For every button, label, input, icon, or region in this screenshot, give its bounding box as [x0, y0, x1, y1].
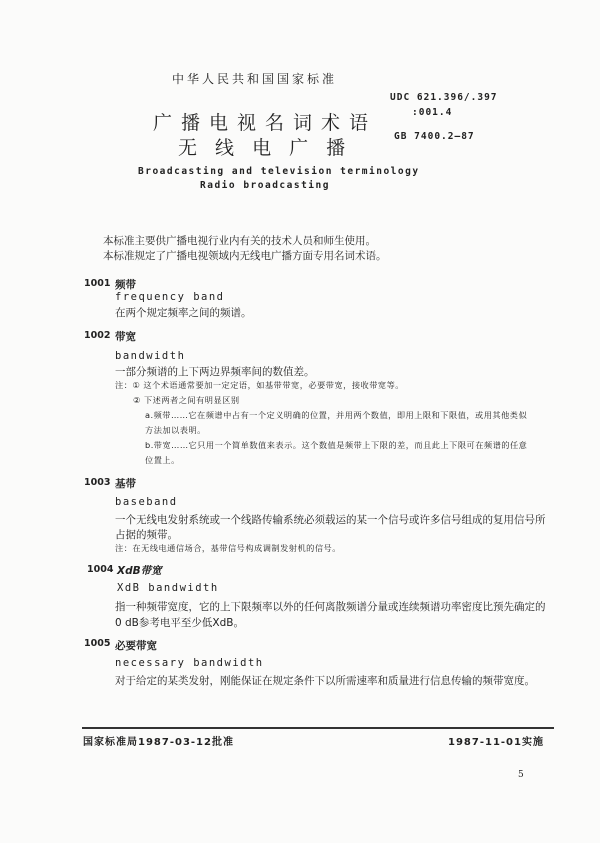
term-definition: 一部分频谱的上下两边界频率间的数值差。 [115, 366, 315, 378]
term-number: 1004 [87, 564, 114, 575]
term-zh: 必要带宽 [115, 640, 157, 652]
term-number: 1003 [84, 477, 111, 488]
term-definition: 在两个规定频率之间的频谱。 [115, 307, 252, 319]
term-en: XdB bandwidth [117, 582, 219, 594]
term-note: 位置上。 [145, 455, 180, 465]
term-note: ② 下述两者之间有明显区别 [133, 395, 240, 405]
term-number: 1002 [84, 330, 111, 341]
term-note: 方法加以表明。 [145, 425, 206, 435]
intro-line: 本标准规定了广播电视领域内无线电广播方面专用名词术语。 [103, 250, 387, 262]
udc-code-cont: :001.4 [412, 107, 453, 118]
udc-code: UDC 621.396/.397 [390, 92, 498, 103]
title-zh-line1: 广播电视名词术语 [153, 112, 378, 134]
term-zh: XdB带宽 [117, 565, 162, 577]
term-note: b.带宽……它只用一个简单数值来表示。这个数值是频带上下限的差，而且此上下限可在频谱的任意 [145, 440, 528, 450]
term-note: 注：① 这个术语通常要加一定定语，如基带带宽，必要带宽，接收带宽等。 [115, 380, 404, 390]
term-number: 1005 [84, 638, 111, 649]
title-en-line1: Broadcasting and television terminology [138, 166, 420, 177]
term-definition: 指一种频带宽度，它的上下限频率以外的任何离散频谱分量或连续频谱功率密度比预先确定的 [115, 601, 546, 613]
footer-rule [82, 727, 554, 729]
term-en: necessary bandwidth [115, 657, 264, 669]
term-zh: 带宽 [115, 331, 136, 343]
term-definition: 0 dB参考电平至少低XdB。 [115, 617, 244, 629]
approval-date: 国家标准局1987-03-12批准 [83, 737, 234, 748]
term-zh: 频带 [115, 279, 136, 291]
term-definition: 对于给定的某类发射，刚能保证在规定条件下以所需速率和质量进行信息传输的频带宽度。 [115, 675, 535, 687]
effective-date: 1987-11-01实施 [448, 737, 544, 748]
term-en: frequency band [115, 291, 225, 303]
term-en: bandwidth [115, 350, 186, 362]
term-en: baseband [115, 496, 178, 508]
page-number: 5 [518, 770, 524, 780]
term-number: 1001 [84, 278, 111, 289]
term-zh: 基带 [115, 478, 136, 490]
term-note: 注：在无线电通信场合，基带信号构成调制发射机的信号。 [115, 543, 341, 553]
gb-code: GB 7400.2—87 [394, 131, 475, 142]
issuing-org: 中华人民共和国国家标准 [172, 72, 338, 86]
term-note: a.频带……它在频谱中占有一个定义明确的位置，并用两个数值，即用上限和下限值，或用其他类似 [145, 410, 528, 420]
intro-line: 本标准主要供广播电视行业内有关的技术人员和师生使用。 [103, 235, 376, 247]
title-en-line2: Radio broadcasting [200, 180, 330, 191]
term-definition: 一个无线电发射系统或一个线路传输系统必须载运的某一个信号或许多信号组成的复用信号所 [115, 514, 546, 526]
title-zh-line2: 无 线 电 广 播 [178, 137, 352, 159]
term-definition: 占据的频带。 [115, 529, 178, 541]
